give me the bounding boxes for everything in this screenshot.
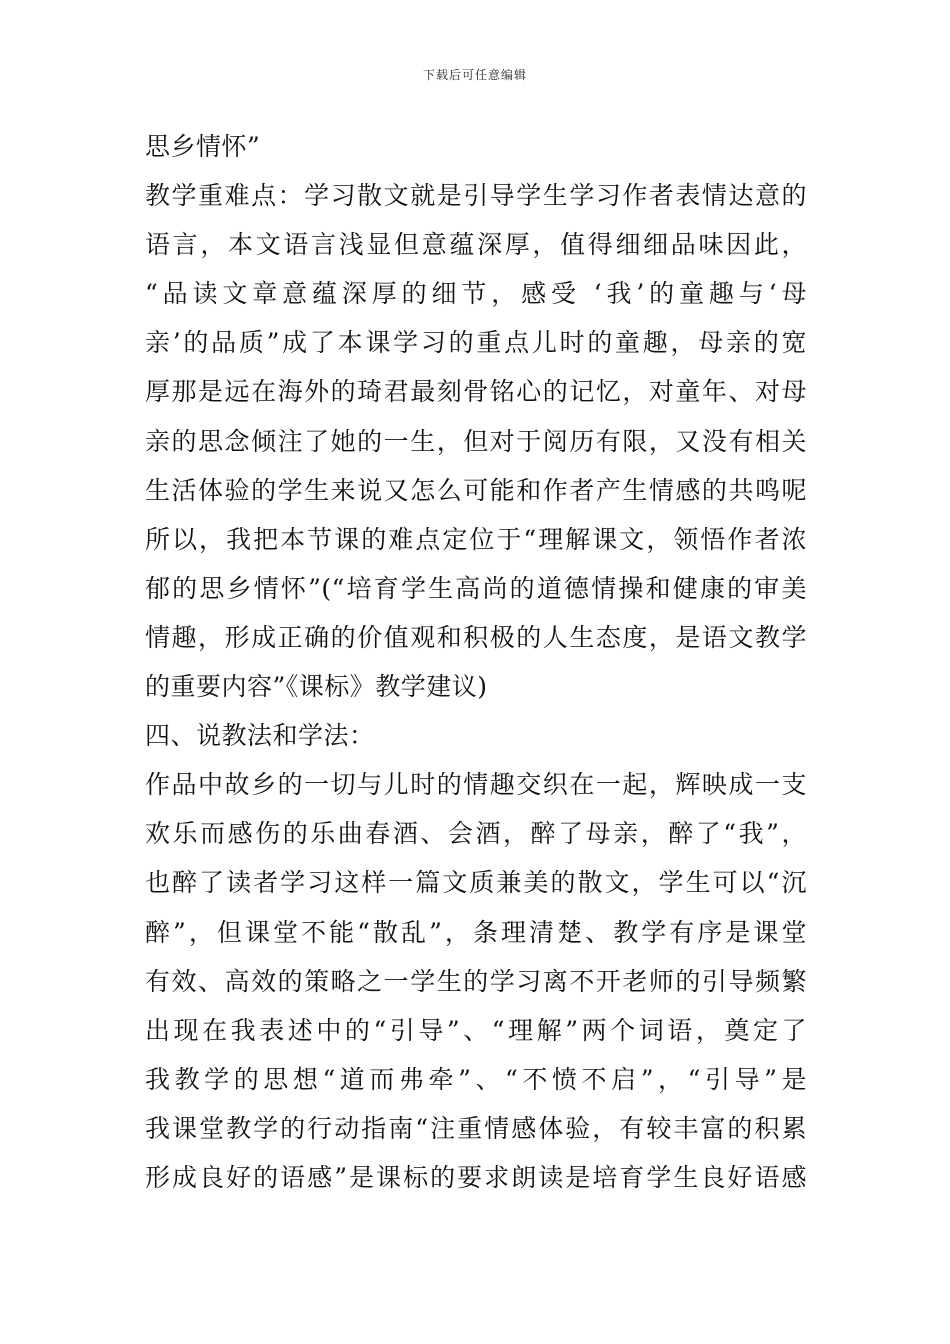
- text-line: 亲’的品质”成了本课学习的重点儿时的童趣，母亲的宽: [145, 328, 807, 358]
- text-line: 的重要内容”《课标》教学建议): [145, 672, 488, 702]
- text-line: 出现在我表述中的“引导”、“理解”两个词语，奠定了: [145, 1015, 807, 1045]
- text-line: 形成良好的语感”是课标的要求朗读是培育学生良好语感: [145, 1162, 807, 1192]
- text-line: 欢乐而感伤的乐曲春酒、会酒，醉了母亲，醉了“我”，: [145, 819, 807, 849]
- text-line: 思乡情怀”: [145, 132, 261, 161]
- text-line: 语言，本文语言浅显但意蕴深厚，值得细细品味因此，: [145, 230, 807, 260]
- text-line: 我教学的思想“道而弗牵”、“不愤不启”，“引导”是: [145, 1064, 807, 1094]
- text-line: 教学重难点：学习散文就是引导学生学习作者表情达意的: [145, 181, 807, 211]
- page-header: 下载后可任意编辑: [422, 68, 527, 82]
- text-line: 生活体验的学生来说又怎么可能和作者产生情感的共鸣呢: [145, 475, 807, 505]
- text-line: 作品中故乡的一切与儿时的情趣交织在一起，辉映成一支: [145, 770, 807, 800]
- text-line: 厚那是远在海外的琦君最刻骨铭心的记忆，对童年、对母: [145, 377, 807, 407]
- text-line: 我课堂教学的行动指南“注重情感体验，有较丰富的积累: [145, 1113, 807, 1143]
- text-line: 有效、高效的策略之一学生的学习离不开老师的引导频繁: [145, 966, 807, 996]
- text-line: 情趣，形成正确的价值观和积极的人生态度，是语文教学: [145, 622, 807, 652]
- text-line: 所以，我把本节课的难点定位于“理解课文，领悟作者浓: [145, 524, 807, 554]
- text-line: 也醉了读者学习这样一篇文质兼美的散文，学生可以“沉: [145, 868, 807, 898]
- document-body: [145, 122, 825, 1202]
- text-line: 郁的思乡情怀”(“培育学生高尚的道德情操和健康的审美: [145, 573, 807, 603]
- text-line: 亲的思念倾注了她的一生，但对于阅历有限，又没有相关: [145, 426, 807, 456]
- text-line: 醉”，但课堂不能“散乱”，条理清楚、教学有序是课堂: [145, 917, 807, 947]
- text-line: “品读文章意蕴深厚的细节，感受 ‘我’的童趣与‘母: [145, 279, 807, 309]
- section-heading: 四、说教法和学法：: [145, 721, 375, 751]
